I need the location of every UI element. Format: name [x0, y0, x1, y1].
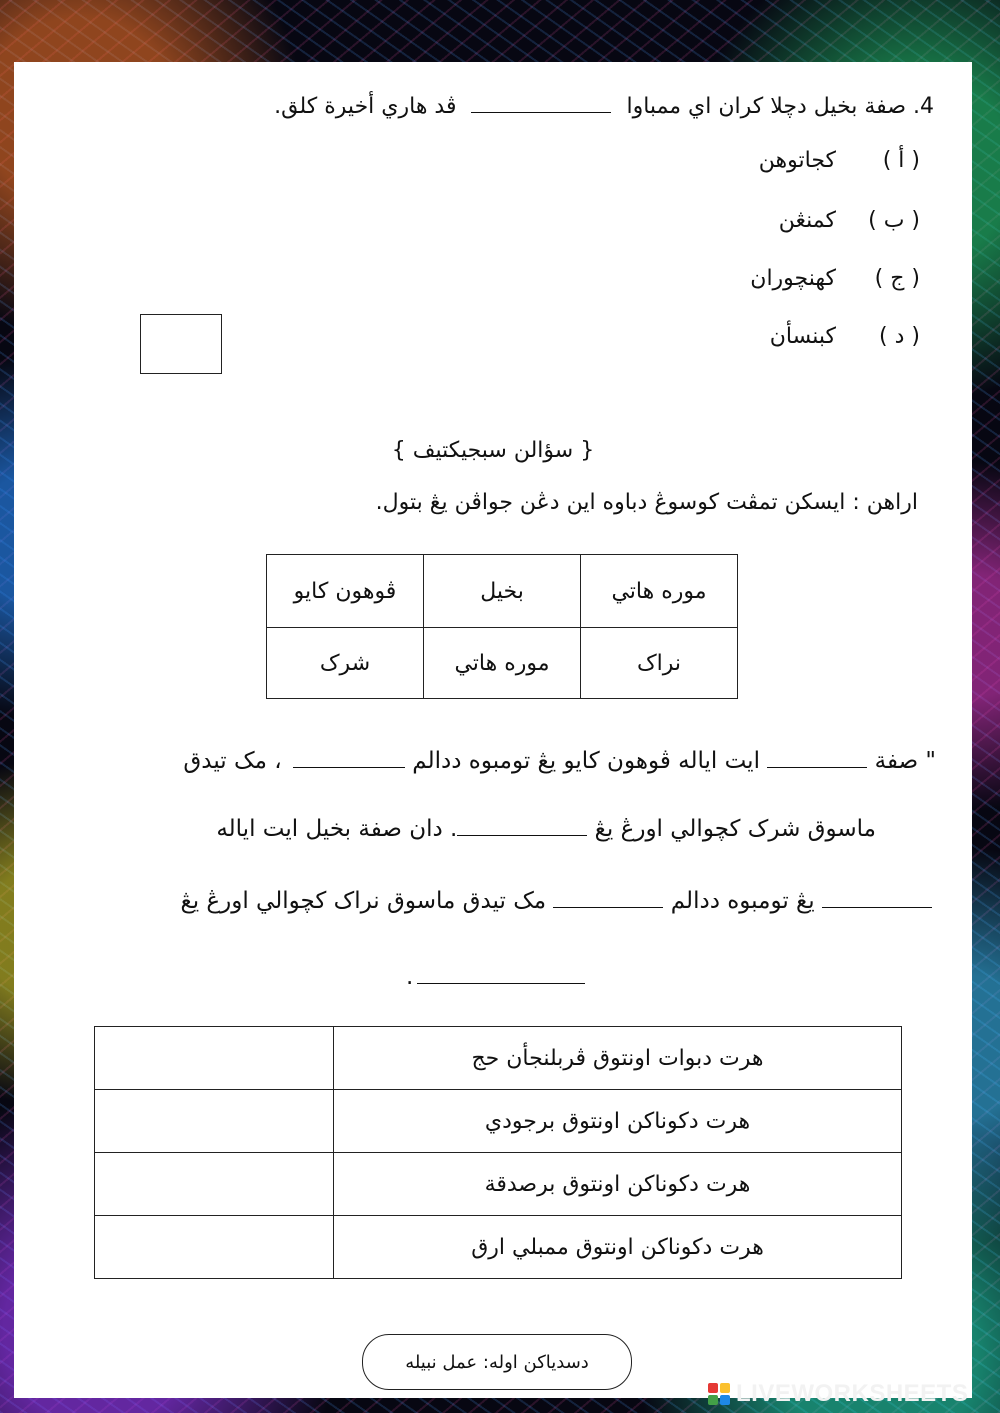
option-d-text: كبنسأن	[769, 324, 836, 349]
instruction-text: اراهن : ايسکن تمڤت کوسوڠ دباوه اين دڠن جواڤن يڠ بتول.	[375, 490, 918, 515]
word-cell: نراک	[581, 628, 738, 699]
blank-2[interactable]	[293, 747, 405, 768]
blank-5[interactable]	[553, 887, 663, 908]
paragraph-line-2	[216, 814, 876, 844]
paragraph-text: . دان صفة بخيل ايت اياله	[216, 816, 458, 842]
statement-cell: هرت دکوناکن اونتوق برجودي	[334, 1090, 902, 1153]
option-b-text: كمنڠن	[778, 208, 836, 233]
word-bank-table	[266, 554, 738, 699]
paragraph-text: يڠ تومبوه ددالم	[670, 888, 815, 914]
statement-cell: هرت دکوناکن اونتوق برصدقة	[334, 1153, 902, 1216]
blank-6[interactable]	[417, 963, 585, 984]
question-4-blank[interactable]	[471, 92, 611, 113]
answer-cell[interactable]	[95, 1090, 334, 1153]
statements-table	[94, 1026, 902, 1279]
question-4-stem	[274, 92, 934, 122]
statement-cell: هرت دکوناکن اونتوق ممبلي ارق	[334, 1216, 902, 1279]
question-text-part2: ڤد هاري أخيرة كلق.	[274, 94, 457, 119]
paragraph-text: .	[406, 964, 414, 990]
option-a-text: كجاتوهن	[758, 148, 836, 173]
blank-3[interactable]	[457, 815, 587, 836]
paragraph-text: ، مک تيدق	[183, 748, 282, 774]
paragraph-text: ماسوق شرک کچوالي اورڠ يڠ	[594, 816, 876, 842]
author-credit-text: دسدياکن اوله: عمل نبيله	[405, 1351, 589, 1373]
section-title: { سؤالن سبجيكتيف }	[391, 438, 595, 463]
worksheet-page	[14, 62, 972, 1398]
word-cell: موره هاتي	[581, 555, 738, 628]
liveworksheets-logo-icon	[708, 1383, 730, 1405]
paragraph-text: ايت اياله ڤوهون كايو يڠ تومبوه ددالم	[412, 748, 760, 774]
answer-cell[interactable]	[95, 1216, 334, 1279]
logo-square	[708, 1395, 718, 1405]
blank-4[interactable]	[822, 887, 932, 908]
blank-1[interactable]	[767, 747, 867, 768]
answer-box[interactable]	[140, 314, 222, 374]
word-cell: ڤوهون كايو	[267, 555, 424, 628]
option-b-label: ( ب )	[868, 208, 920, 233]
table-row	[95, 1027, 902, 1090]
logo-square	[708, 1383, 718, 1393]
paragraph-line-4	[406, 962, 585, 992]
liveworksheets-wordmark: LIVEWORKSHEETS	[736, 1380, 969, 1407]
table-row	[267, 628, 738, 699]
paragraph-line-1	[183, 746, 936, 776]
option-c-label: ( ج )	[874, 266, 920, 291]
table-row	[267, 555, 738, 628]
liveworksheets-watermark	[708, 1378, 1000, 1410]
paragraph-text: " صفة	[874, 748, 936, 774]
logo-square	[720, 1383, 730, 1393]
option-d-label: ( د )	[879, 324, 920, 349]
answer-cell[interactable]	[95, 1027, 334, 1090]
paragraph-text: مک تيدق ماسوق نراک کچوالي اورڠ يڠ	[180, 888, 547, 914]
option-a-label: ( أ )	[882, 148, 920, 173]
logo-square	[720, 1395, 730, 1405]
question-number: 4.	[913, 94, 934, 119]
word-cell: بخيل	[424, 555, 581, 628]
word-cell: موره هاتي	[424, 628, 581, 699]
table-row	[95, 1090, 902, 1153]
statement-cell: هرت دبوات اونتوق ڤربلنجأن حج	[334, 1027, 902, 1090]
word-cell: شرک	[267, 628, 424, 699]
question-text-part1: صفة بخيل دچلا كران اي ممباوا	[626, 94, 906, 119]
table-row	[95, 1216, 902, 1279]
table-row	[95, 1153, 902, 1216]
paragraph-line-3	[180, 886, 932, 916]
answer-cell[interactable]	[95, 1153, 334, 1216]
option-c-text: كهنچوران	[750, 266, 836, 291]
author-credit	[362, 1334, 632, 1390]
